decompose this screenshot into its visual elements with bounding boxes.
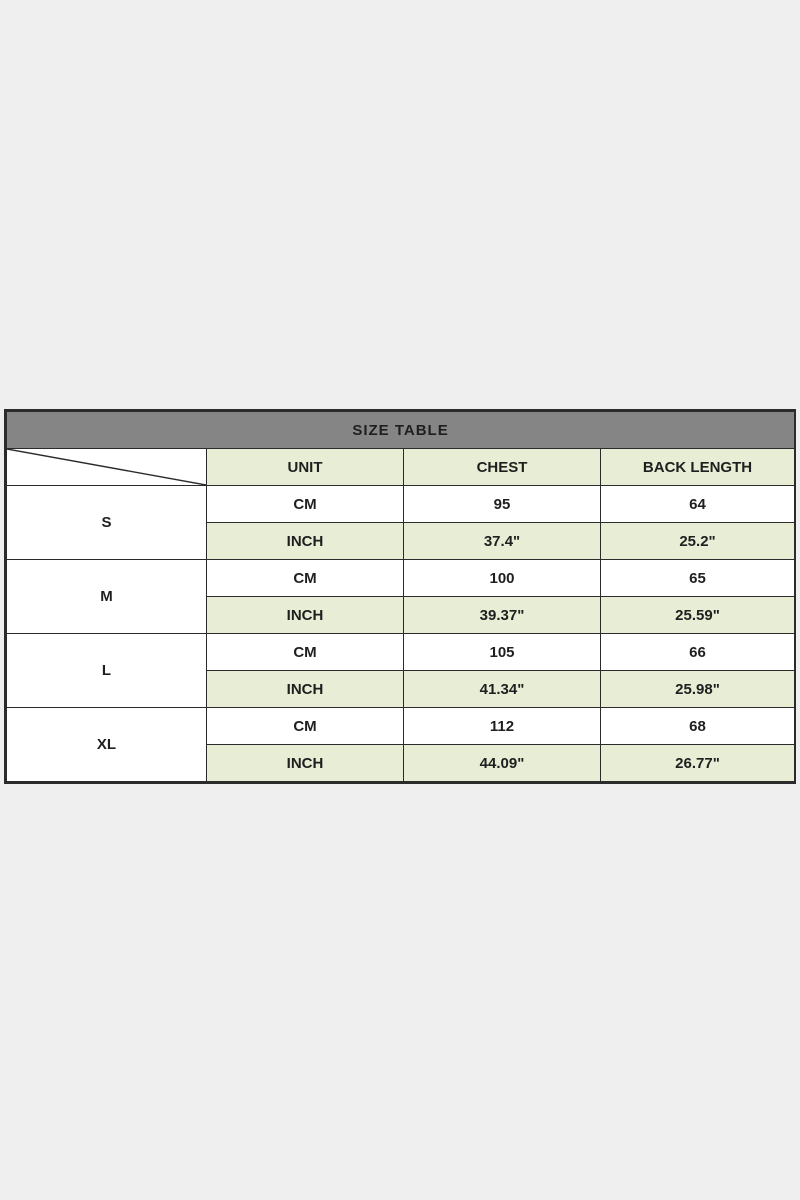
back-length-cell: 25.98"	[601, 671, 795, 708]
unit-cell: CM	[207, 634, 404, 671]
size-table-container	[4, 409, 796, 784]
table-title-row	[7, 412, 795, 449]
size-label-s: S	[7, 486, 207, 560]
chest-cell: 112	[404, 708, 601, 745]
table-row	[7, 560, 795, 597]
unit-cell: CM	[207, 560, 404, 597]
chest-cell: 37.4"	[404, 523, 601, 560]
unit-cell: INCH	[207, 523, 404, 560]
back-length-cell: 65	[601, 560, 795, 597]
back-length-cell: 68	[601, 708, 795, 745]
chest-cell: 100	[404, 560, 601, 597]
back-length-cell: 66	[601, 634, 795, 671]
size-label-m: M	[7, 560, 207, 634]
table-row	[7, 634, 795, 671]
diagonal-line-icon	[7, 449, 206, 485]
back-length-cell: 25.2"	[601, 523, 795, 560]
unit-cell: INCH	[207, 597, 404, 634]
size-label-l: L	[7, 634, 207, 708]
table-row	[7, 486, 795, 523]
chest-cell: 95	[404, 486, 601, 523]
size-label-xl: XL	[7, 708, 207, 782]
unit-cell: CM	[207, 486, 404, 523]
table-row	[7, 708, 795, 745]
unit-cell: CM	[207, 708, 404, 745]
chest-cell: 39.37"	[404, 597, 601, 634]
back-length-cell: 25.59"	[601, 597, 795, 634]
chest-cell: 41.34"	[404, 671, 601, 708]
chest-cell: 44.09"	[404, 745, 601, 782]
back-length-cell: 26.77"	[601, 745, 795, 782]
size-table	[6, 411, 795, 782]
column-header-chest: CHEST	[404, 449, 601, 486]
page-title: SIZE TABLE	[7, 412, 795, 449]
column-header-back-length: BACK LENGTH	[601, 449, 795, 486]
back-length-cell: 64	[601, 486, 795, 523]
column-header-unit: UNIT	[207, 449, 404, 486]
unit-cell: INCH	[207, 671, 404, 708]
chest-cell: 105	[404, 634, 601, 671]
corner-diagonal-cell	[7, 449, 207, 486]
unit-cell: INCH	[207, 745, 404, 782]
table-header-row	[7, 449, 795, 486]
